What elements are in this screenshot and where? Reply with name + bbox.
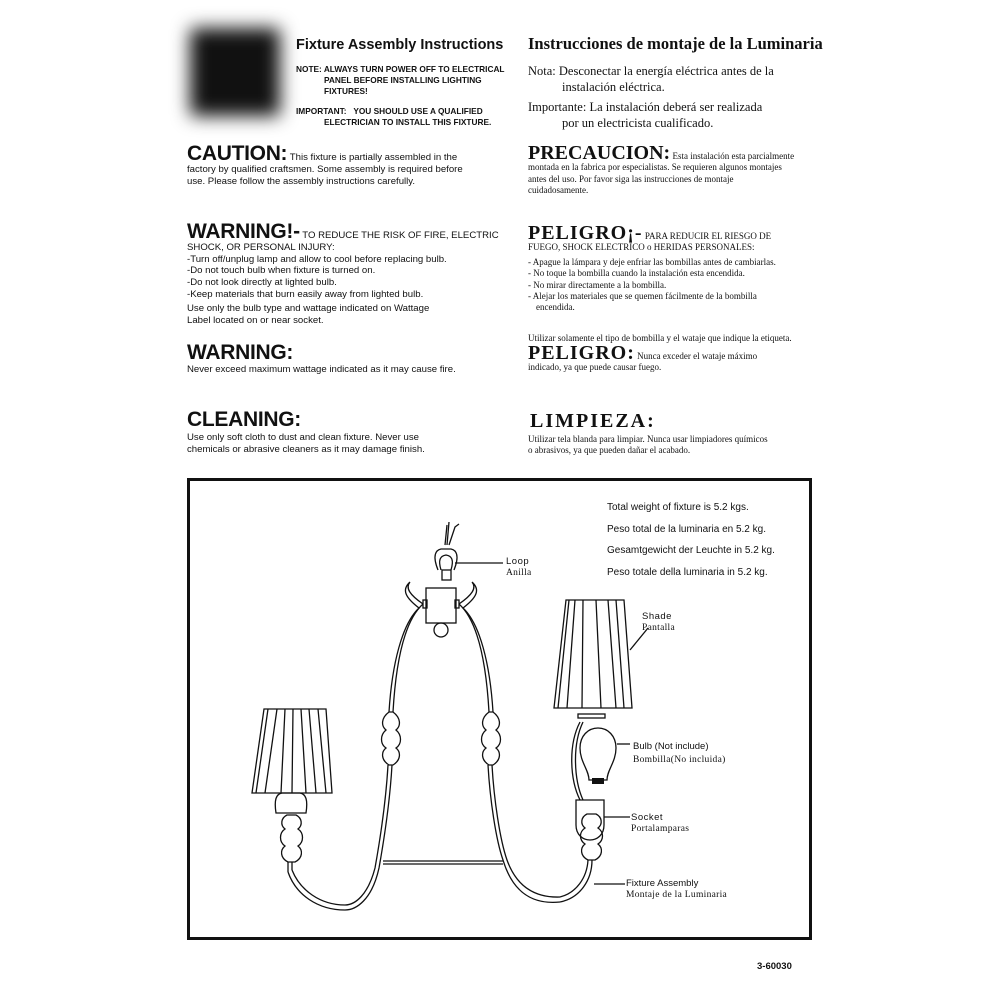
- caution-es: PRECAUCION: Esta instalación esta parcialmente montada en la fabrica por especialistas. Se requieren algunos montajes antes del uso. Por favor siga las instrucciones de montaje cuidadosamente.: [528, 142, 795, 196]
- document-code: 3-60030: [757, 961, 792, 972]
- warning-en: WARNING!- TO REDUCE THE RISK OF FIRE, ELECTRIC SHOCK, OR PERSONAL INJURY: -Turn off/unplug lamp and allow to cool before replacing bulb. -Do not touch bulb when fixture is turned on. -Do not look directly at lighted bulb. -Keep materials that burn easily away from lighted bulb. Use only the bulb type and wattage indicated on Wattage Label located on or near socket.: [187, 220, 499, 326]
- weight-it: Peso totale della luminaria in 5.2 kg.: [607, 566, 768, 578]
- weight-de: Gesamtgewicht der Leuchte in 5.2 kg.: [607, 545, 775, 556]
- label-socket-es: Portalamparas: [631, 824, 690, 834]
- limpieza-heading: LIMPIEZA:: [530, 410, 656, 432]
- weight-en: Total weight of fixture is 5.2 kgs.: [607, 502, 749, 513]
- important-es: Importante: La instalación deberá ser realizada por un electricista cualificado.: [528, 100, 763, 130]
- cross-bar: [383, 861, 503, 864]
- cleaning-en: Use only soft cloth to dust and clean fixture. Never use chemicals or abrasive cleaners as it may damage finish.: [187, 432, 425, 455]
- label-socket-en: Socket: [631, 812, 664, 823]
- important-en: IMPORTANT: YOU SHOULD USE A QUALIFIED ELECTRICIAN TO INSTALL THIS FIXTURE.: [296, 106, 492, 127]
- note-es: Nota: Desconectar la energía eléctrica antes de la instalación eléctrica.: [528, 64, 774, 94]
- precaucion-heading: PRECAUCION:: [528, 142, 671, 164]
- label-fixture-en: Fixture Assembly: [626, 878, 699, 889]
- label-shade-es: Pantalla: [642, 623, 676, 633]
- label-bulb-es: Bombilla(No incluida): [633, 755, 726, 765]
- label-loop-es: Anilla: [506, 568, 532, 578]
- weight-es: Peso total de la luminaria en 5.2 kg.: [607, 523, 766, 535]
- caution-en: CAUTION: This fixture is partially assembled in the factory by qualified craftsmen. Some assembly is required before use. Please follow the assembly instructions carefully.: [187, 142, 463, 187]
- warning-heading: WARNING!-: [187, 220, 300, 243]
- wires: [445, 522, 459, 545]
- peligro-heading-2: PELIGRO:: [528, 342, 635, 364]
- label-bulb-en: Bulb (Not include): [633, 741, 709, 752]
- warning-es: PELIGRO¡- PARA REDUCIR EL RIESGO DE FUEGO, SHOCK ELECTRICO o HERIDAS PERSONALES: - Apague la lámpara y deje enfriar las bombillas antes de cambiarlas. - No toque la bombilla cuando la instalación esta encendida. - No mirar directamente a la bombilla. - Alejar los materiales que se quemen fácilmente de la bombilla encendida.: [528, 222, 776, 313]
- title-en: Fixture Assembly Instructions: [296, 37, 504, 53]
- label-fixture-es: Montaje de la Luminaria: [626, 890, 728, 900]
- warning-wattage-es: PELIGRO: Nunca exceder el wataje máximo indicado, ya que puede causar fuego.: [528, 342, 758, 373]
- cleaning-es: Utilizar tela blanda para limpiar. Nunca usar limpiadores químicos o abrasivos, ya que pueden dañar el acabado.: [528, 434, 768, 456]
- peligro-heading: PELIGRO¡-: [528, 222, 643, 244]
- note-en: NOTE: ALWAYS TURN POWER OFF TO ELECTRICAL PANEL BEFORE INSTALLING LIGHTING FIXTURES!: [296, 64, 505, 96]
- label-loop-en: Loop: [506, 556, 530, 567]
- title-es: Instrucciones de montaje de la Luminaria: [528, 34, 823, 53]
- bulb-icon: [580, 728, 616, 780]
- cleaning-heading: CLEANING:: [187, 408, 301, 431]
- loop-icon: [435, 549, 457, 570]
- warning-wattage-en: Never exceed maximum wattage indicated as it may cause fire.: [187, 364, 456, 375]
- center-block: [426, 588, 456, 623]
- warning-use-es: Utilizar solamente el tipo de bombilla y el wataje que indique la etiqueta.: [528, 333, 792, 343]
- label-shade-en: Shade: [642, 611, 672, 622]
- bracket-top: [578, 714, 605, 718]
- caution-heading: CAUTION:: [187, 142, 288, 165]
- warning-heading-2: WARNING:: [187, 341, 294, 364]
